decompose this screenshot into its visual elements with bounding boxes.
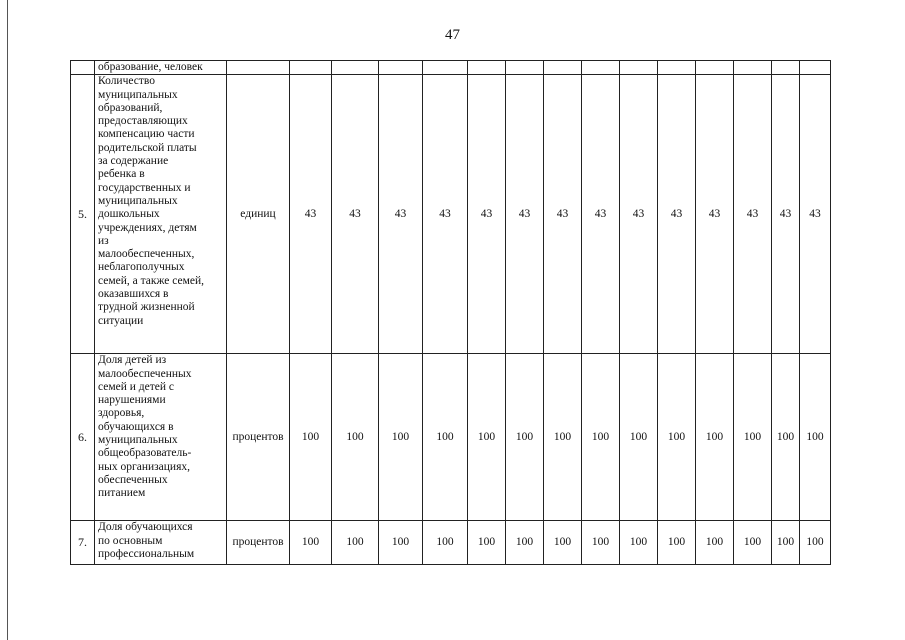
row-number <box>71 61 95 75</box>
indicator-name-line: малообеспеченных, <box>98 248 195 261</box>
indicator-name-line: ситуации <box>98 314 144 327</box>
table-row <box>71 61 831 75</box>
value-cell: 100 <box>582 354 620 521</box>
value-cell <box>290 61 332 75</box>
value-cell: 100 <box>423 354 468 521</box>
value-cell: 100 <box>423 521 468 565</box>
indicator-name-line: муниципальных <box>98 434 178 447</box>
value-cell <box>800 61 831 75</box>
indicators-table <box>70 60 831 565</box>
indicator-name-line: ребенка в <box>98 168 145 181</box>
unit-cell: процентов <box>227 354 290 521</box>
indicator-name <box>95 521 227 565</box>
unit-cell: единиц <box>227 75 290 354</box>
indicator-name-line: обеспеченных <box>98 473 168 486</box>
value-cell <box>620 61 658 75</box>
value-cell <box>468 61 506 75</box>
indicator-name-line: обучающихся в <box>98 420 174 433</box>
value-cell: 100 <box>379 521 423 565</box>
indicator-name-line: компенсацию части <box>98 128 195 141</box>
value-cell: 100 <box>620 521 658 565</box>
value-cell: 100 <box>468 521 506 565</box>
value-cell: 43 <box>423 75 468 354</box>
value-cell: 100 <box>620 354 658 521</box>
row-number: 7. <box>71 521 95 565</box>
indicator-name <box>95 75 227 354</box>
value-cell: 43 <box>582 75 620 354</box>
value-cell: 100 <box>696 354 734 521</box>
indicator-name <box>95 354 227 521</box>
value-cell: 100 <box>658 354 696 521</box>
value-cell: 100 <box>290 521 332 565</box>
row-number: 5. <box>71 75 95 354</box>
value-cell: 100 <box>658 521 696 565</box>
value-cell: 43 <box>506 75 544 354</box>
value-cell: 100 <box>772 354 800 521</box>
value-cell: 43 <box>734 75 772 354</box>
value-cell: 43 <box>290 75 332 354</box>
page-left-edge <box>7 0 8 640</box>
value-cell: 100 <box>800 354 831 521</box>
indicator-name-line: ных организациях, <box>98 460 191 473</box>
value-cell: 100 <box>506 354 544 521</box>
value-cell: 43 <box>379 75 423 354</box>
row-number: 6. <box>71 354 95 521</box>
value-cell <box>734 61 772 75</box>
unit-cell: процентов <box>227 521 290 565</box>
indicator-name-line: дошкольных <box>98 208 160 221</box>
table-row <box>71 354 831 521</box>
indicator-name <box>95 61 227 75</box>
indicator-name-line: образование, человек <box>98 61 203 73</box>
indicator-name-line: государственных и <box>98 181 191 194</box>
value-cell: 100 <box>734 354 772 521</box>
indicator-name-line: семей, а также семей, <box>98 274 205 287</box>
indicator-name-line: нарушениями <box>98 394 166 407</box>
indicator-name-line: по основным <box>98 534 163 547</box>
table-row <box>71 521 831 565</box>
value-cell: 43 <box>620 75 658 354</box>
indicator-name-line: оказавшихся в <box>98 288 169 301</box>
value-cell <box>332 61 379 75</box>
table-row <box>71 75 831 354</box>
value-cell: 100 <box>468 354 506 521</box>
value-cell: 43 <box>468 75 506 354</box>
indicator-name-line: здоровья, <box>98 407 145 420</box>
value-cell: 100 <box>332 354 379 521</box>
unit-cell <box>227 61 290 75</box>
value-cell: 43 <box>544 75 582 354</box>
value-cell: 100 <box>800 521 831 565</box>
value-cell: 100 <box>332 521 379 565</box>
value-cell <box>772 61 800 75</box>
value-cell: 100 <box>734 521 772 565</box>
value-cell: 100 <box>582 521 620 565</box>
indicator-name-line: питанием <box>98 487 146 500</box>
indicator-name-line: семей и детей с <box>98 380 175 393</box>
indicator-name-line: муниципальных <box>98 88 178 101</box>
value-cell: 43 <box>658 75 696 354</box>
value-cell <box>658 61 696 75</box>
indicator-name-line: предоставляющих <box>98 115 188 128</box>
indicator-name-line: Доля обучающихся <box>98 521 193 534</box>
value-cell: 43 <box>800 75 831 354</box>
value-cell: 100 <box>379 354 423 521</box>
indicator-name-line: учреждениях, детям <box>98 221 197 234</box>
indicator-name-line: малообеспеченных <box>98 367 192 380</box>
value-cell: 100 <box>772 521 800 565</box>
value-cell: 100 <box>544 521 582 565</box>
page-number: 47 <box>445 27 460 43</box>
indicator-name-line: профессиональным <box>98 547 195 560</box>
value-cell <box>696 61 734 75</box>
indicator-name-line: трудной жизненной <box>98 301 195 314</box>
indicator-name-line: из <box>98 234 109 247</box>
indicator-name-line: за содержание <box>98 155 169 168</box>
value-cell: 100 <box>506 521 544 565</box>
value-cell: 43 <box>772 75 800 354</box>
indicator-name-line: образований, <box>98 101 163 114</box>
indicator-name-line: общеобразователь- <box>98 447 192 460</box>
indicator-name-line: неблагополучных <box>98 261 185 274</box>
value-cell <box>379 61 423 75</box>
value-cell: 43 <box>696 75 734 354</box>
value-cell <box>506 61 544 75</box>
value-cell: 43 <box>332 75 379 354</box>
indicator-name-line: муниципальных <box>98 194 178 207</box>
value-cell: 100 <box>696 521 734 565</box>
value-cell <box>582 61 620 75</box>
indicator-name-line: родительской платы <box>98 141 197 154</box>
value-cell: 100 <box>290 354 332 521</box>
value-cell <box>423 61 468 75</box>
indicator-name-line: Доля детей из <box>98 354 167 367</box>
value-cell: 100 <box>544 354 582 521</box>
value-cell <box>544 61 582 75</box>
indicator-name-line: Количество <box>98 75 155 88</box>
